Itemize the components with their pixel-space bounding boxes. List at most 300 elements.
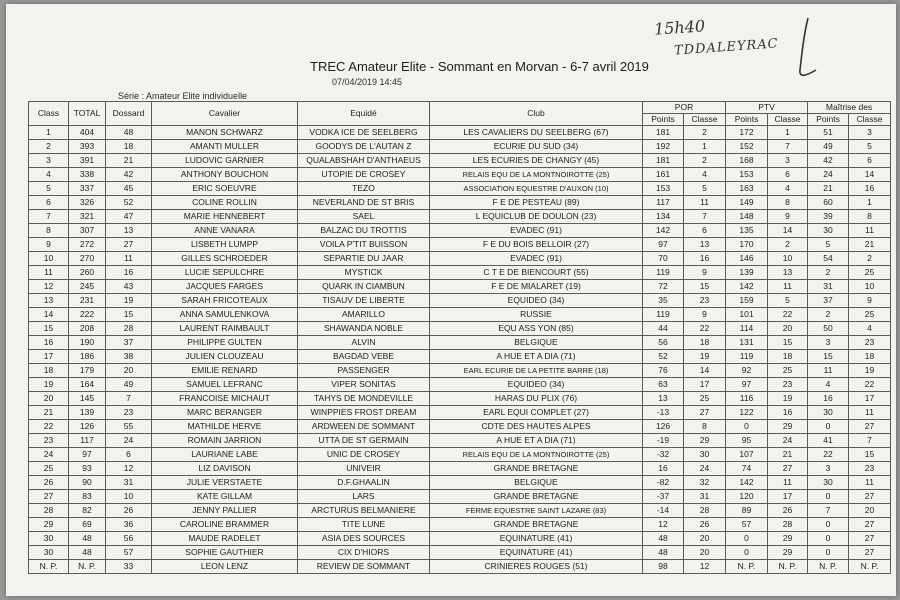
cell-por-points: 192 — [643, 140, 684, 154]
cell-ptv-classe: 16 — [768, 406, 808, 420]
cell-equide: VODKA ICE DE SEELBERG — [298, 126, 430, 140]
cell-class: 10 — [29, 252, 69, 266]
cell-equide: UNIC DE CROSEY — [298, 448, 430, 462]
cell-por-classe: 12 — [684, 560, 726, 574]
cell-dossard: 43 — [106, 280, 152, 294]
cell-maitrise-classe: 14 — [849, 168, 891, 182]
cell-ptv-classe: 19 — [768, 392, 808, 406]
document-timestamp: 07/04/2019 14:45 — [332, 77, 403, 87]
cell-maitrise-points: 30 — [808, 476, 849, 490]
cell-dossard: 11 — [106, 252, 152, 266]
cell-maitrise-points: 4 — [808, 378, 849, 392]
cell-maitrise-classe: 8 — [849, 210, 891, 224]
table-row — [29, 476, 891, 490]
cell-club: EARL ECURIE DE LA PETITE BARRE (18) — [430, 364, 643, 378]
cell-equide: ARDWEEN DE SOMMANT — [298, 420, 430, 434]
cell-ptv-classe: 11 — [768, 476, 808, 490]
table-row — [29, 546, 891, 560]
cell-club: EVADEC (91) — [430, 224, 643, 238]
cell-ptv-points: 163 — [726, 182, 768, 196]
cell-ptv-classe: 7 — [768, 140, 808, 154]
cell-ptv-classe: 21 — [768, 448, 808, 462]
cell-club: CRINIERES ROUGES (51) — [430, 560, 643, 574]
cell-maitrise-points: 42 — [808, 154, 849, 168]
cell-por-classe: 13 — [684, 238, 726, 252]
cell-ptv-classe: 6 — [768, 168, 808, 182]
cell-dossard: 21 — [106, 154, 152, 168]
cell-class: 5 — [29, 182, 69, 196]
cell-class: 22 — [29, 420, 69, 434]
cell-ptv-classe: 18 — [768, 350, 808, 364]
cell-maitrise-classe: 27 — [849, 490, 891, 504]
cell-maitrise-classe: 11 — [849, 224, 891, 238]
table-row — [29, 336, 891, 350]
cell-maitrise-classe: 20 — [849, 504, 891, 518]
cell-ptv-classe: 29 — [768, 546, 808, 560]
table-row — [29, 294, 891, 308]
results-body — [29, 126, 891, 574]
cell-maitrise-points: 60 — [808, 196, 849, 210]
cell-cavalier: LISBETH LUMPP — [152, 238, 298, 252]
cell-cavalier: FRANCOISE MICHAUT — [152, 392, 298, 406]
cell-maitrise-points: 50 — [808, 322, 849, 336]
cell-cavalier: ROMAIN JARRION — [152, 434, 298, 448]
cell-ptv-points: 114 — [726, 322, 768, 336]
cell-equide: WINPPIES FROST DREAM — [298, 406, 430, 420]
table-row — [29, 154, 891, 168]
cell-club: EVADEC (91) — [430, 252, 643, 266]
cell-equide: REVIEW DE SOMMANT — [298, 560, 430, 574]
cell-equide: MYSTICK — [298, 266, 430, 280]
cell-class: 17 — [29, 350, 69, 364]
cell-dossard: 18 — [106, 140, 152, 154]
cell-class: 2 — [29, 140, 69, 154]
table-row — [29, 462, 891, 476]
cell-maitrise-points: 22 — [808, 448, 849, 462]
cell-dossard: 45 — [106, 182, 152, 196]
cell-club: EQUINATURE (41) — [430, 532, 643, 546]
cell-dossard: 55 — [106, 420, 152, 434]
cell-equide: ALVIN — [298, 336, 430, 350]
cell-club: F E DU BOIS BELLOIR (27) — [430, 238, 643, 252]
cell-ptv-points: 116 — [726, 392, 768, 406]
table-row — [29, 378, 891, 392]
cell-maitrise-points: 3 — [808, 462, 849, 476]
cell-total: 245 — [69, 280, 106, 294]
cell-total: 97 — [69, 448, 106, 462]
cell-dossard: 26 — [106, 504, 152, 518]
table-row — [29, 266, 891, 280]
cell-por-classe: 31 — [684, 490, 726, 504]
cell-maitrise-classe: 1 — [849, 196, 891, 210]
cell-por-points: 76 — [643, 364, 684, 378]
cell-ptv-classe: 29 — [768, 532, 808, 546]
cell-por-classe: 6 — [684, 224, 726, 238]
cell-dossard: 27 — [106, 238, 152, 252]
cell-por-classe: 22 — [684, 322, 726, 336]
cell-total: 126 — [69, 420, 106, 434]
cell-dossard: 49 — [106, 378, 152, 392]
cell-dossard: 10 — [106, 490, 152, 504]
cell-class: 9 — [29, 238, 69, 252]
table-row — [29, 168, 891, 182]
cell-class: 1 — [29, 126, 69, 140]
cell-class: N. P. — [29, 560, 69, 574]
cell-dossard: 57 — [106, 546, 152, 560]
header-club: Club — [430, 102, 643, 126]
cell-maitrise-classe: 6 — [849, 154, 891, 168]
cell-total: 145 — [69, 392, 106, 406]
cell-total: 164 — [69, 378, 106, 392]
cell-maitrise-points: 49 — [808, 140, 849, 154]
cell-por-classe: 20 — [684, 546, 726, 560]
cell-maitrise-points: 41 — [808, 434, 849, 448]
cell-maitrise-points: 30 — [808, 406, 849, 420]
cell-maitrise-points: 2 — [808, 266, 849, 280]
cell-por-points: -37 — [643, 490, 684, 504]
cell-por-points: 119 — [643, 266, 684, 280]
cell-equide: TEZO — [298, 182, 430, 196]
cell-por-classe: 17 — [684, 378, 726, 392]
result-sheet — [6, 4, 896, 596]
cell-equide: TAHYS DE MONDEVILLE — [298, 392, 430, 406]
header-ptv-points: Points — [726, 114, 768, 126]
cell-maitrise-points: 0 — [808, 532, 849, 546]
cell-equide: BALZAC DU TROTTIS — [298, 224, 430, 238]
cell-club: BELGIQUE — [430, 336, 643, 350]
header-total: TOTAL — [69, 102, 106, 126]
header-class: Class — [29, 102, 69, 126]
cell-class: 24 — [29, 448, 69, 462]
cell-ptv-classe: 27 — [768, 462, 808, 476]
cell-class: 19 — [29, 378, 69, 392]
cell-por-points: 16 — [643, 462, 684, 476]
cell-equide: VOILA P'TIT BUISSON — [298, 238, 430, 252]
table-row — [29, 518, 891, 532]
cell-por-points: 48 — [643, 532, 684, 546]
cell-ptv-classe: 23 — [768, 378, 808, 392]
cell-dossard: 6 — [106, 448, 152, 462]
table-row — [29, 252, 891, 266]
cell-ptv-points: 148 — [726, 210, 768, 224]
cell-ptv-points: 153 — [726, 168, 768, 182]
cell-club: RELAIS EQU DE LA MONTNOIROTTE (25) — [430, 168, 643, 182]
cell-por-classe: 27 — [684, 406, 726, 420]
handwritten-time: 15h40 — [653, 16, 706, 39]
cell-por-points: 13 — [643, 392, 684, 406]
cell-por-classe: 11 — [684, 196, 726, 210]
cell-class: 3 — [29, 154, 69, 168]
header-ptv: PTV — [726, 102, 808, 114]
cell-ptv-classe: 8 — [768, 196, 808, 210]
cell-dossard: 38 — [106, 350, 152, 364]
cell-maitrise-classe: 19 — [849, 364, 891, 378]
handwritten-signature — [786, 12, 826, 92]
cell-por-points: -32 — [643, 448, 684, 462]
cell-por-classe: 9 — [684, 308, 726, 322]
cell-equide: AMARILLO — [298, 308, 430, 322]
cell-equide: D.F.GHAALIN — [298, 476, 430, 490]
cell-por-points: 117 — [643, 196, 684, 210]
cell-cavalier: COLINE ROLLIN — [152, 196, 298, 210]
cell-por-points: -14 — [643, 504, 684, 518]
cell-class: 16 — [29, 336, 69, 350]
cell-ptv-points: 170 — [726, 238, 768, 252]
cell-total: 90 — [69, 476, 106, 490]
cell-cavalier: AMANTI MULLER — [152, 140, 298, 154]
cell-maitrise-classe: 23 — [849, 462, 891, 476]
header-equide: Equidé — [298, 102, 430, 126]
cell-por-points: -19 — [643, 434, 684, 448]
cell-maitrise-classe: 27 — [849, 546, 891, 560]
table-row — [29, 490, 891, 504]
cell-ptv-points: 101 — [726, 308, 768, 322]
cell-ptv-classe: 14 — [768, 224, 808, 238]
cell-ptv-classe: 10 — [768, 252, 808, 266]
cell-ptv-classe: 3 — [768, 154, 808, 168]
cell-equide: TITE LUNE — [298, 518, 430, 532]
cell-por-points: 134 — [643, 210, 684, 224]
cell-dossard: 24 — [106, 434, 152, 448]
cell-maitrise-classe: 25 — [849, 308, 891, 322]
cell-dossard: 23 — [106, 406, 152, 420]
cell-por-classe: 4 — [684, 168, 726, 182]
cell-class: 11 — [29, 266, 69, 280]
cell-ptv-points: 172 — [726, 126, 768, 140]
cell-dossard: 20 — [106, 364, 152, 378]
cell-cavalier: JACQUES FARGES — [152, 280, 298, 294]
cell-equide: GOODYS DE L'AUTAN Z — [298, 140, 430, 154]
cell-por-points: 97 — [643, 238, 684, 252]
document-title: TREC Amateur Elite - Sommant en Morvan - 6-7 avril 2019 — [310, 59, 649, 74]
cell-por-classe: 28 — [684, 504, 726, 518]
cell-cavalier: LUDOVIC GARNIER — [152, 154, 298, 168]
table-row — [29, 322, 891, 336]
table-row — [29, 406, 891, 420]
cell-por-points: 12 — [643, 518, 684, 532]
cell-maitrise-points: 31 — [808, 280, 849, 294]
cell-maitrise-points: 3 — [808, 336, 849, 350]
cell-total: 186 — [69, 350, 106, 364]
cell-club: LES ECURIES DE CHANGY (45) — [430, 154, 643, 168]
cell-class: 26 — [29, 476, 69, 490]
cell-ptv-points: 122 — [726, 406, 768, 420]
cell-maitrise-classe: 27 — [849, 532, 891, 546]
cell-class: 6 — [29, 196, 69, 210]
header-maitrise: Maîtrise des — [808, 102, 891, 114]
cell-maitrise-classe: 21 — [849, 238, 891, 252]
cell-ptv-points: 0 — [726, 532, 768, 546]
cell-ptv-points: 97 — [726, 378, 768, 392]
cell-class: 4 — [29, 168, 69, 182]
cell-cavalier: JULIEN CLOUZEAU — [152, 350, 298, 364]
cell-dossard: 12 — [106, 462, 152, 476]
cell-dossard: 47 — [106, 210, 152, 224]
cell-por-classe: 2 — [684, 154, 726, 168]
cell-ptv-points: N. P. — [726, 560, 768, 574]
cell-class: 20 — [29, 392, 69, 406]
cell-total: 69 — [69, 518, 106, 532]
cell-maitrise-classe: 16 — [849, 182, 891, 196]
cell-ptv-points: 142 — [726, 280, 768, 294]
cell-maitrise-points: 0 — [808, 420, 849, 434]
cell-dossard: 37 — [106, 336, 152, 350]
cell-equide: BAGDAD VEBE — [298, 350, 430, 364]
cell-maitrise-classe: 17 — [849, 392, 891, 406]
cell-equide: VIPER SONITAS — [298, 378, 430, 392]
cell-ptv-classe: 11 — [768, 280, 808, 294]
header-cavalier: Cavalier — [152, 102, 298, 126]
cell-por-points: 161 — [643, 168, 684, 182]
cell-club: EARL EQUI COMPLET (27) — [430, 406, 643, 420]
serie-label: Série : Amateur Elite individuelle — [118, 91, 248, 101]
cell-por-points: 70 — [643, 252, 684, 266]
header-maitrise-classe: Classe — [849, 114, 891, 126]
cell-ptv-points: 168 — [726, 154, 768, 168]
cell-total: 48 — [69, 546, 106, 560]
cell-ptv-classe: N. P. — [768, 560, 808, 574]
cell-cavalier: LUCIE SEPULCHRE — [152, 266, 298, 280]
cell-dossard: 13 — [106, 224, 152, 238]
cell-ptv-points: 152 — [726, 140, 768, 154]
cell-equide: QUARK IN CIAMBUN — [298, 280, 430, 294]
cell-equide: QUALABSHAH D'ANTHAEUS — [298, 154, 430, 168]
cell-por-points: -82 — [643, 476, 684, 490]
cell-class: 7 — [29, 210, 69, 224]
cell-club: A HUE ET A DIA (71) — [430, 434, 643, 448]
table-row — [29, 308, 891, 322]
table-row — [29, 140, 891, 154]
cell-maitrise-classe: 11 — [849, 406, 891, 420]
cell-ptv-classe: 22 — [768, 308, 808, 322]
cell-club: FERME EQUESTRE SAINT LAZARE (83) — [430, 504, 643, 518]
cell-dossard: 48 — [106, 126, 152, 140]
cell-total: 222 — [69, 308, 106, 322]
cell-ptv-classe: 9 — [768, 210, 808, 224]
cell-ptv-classe: 4 — [768, 182, 808, 196]
cell-maitrise-points: N. P. — [808, 560, 849, 574]
cell-maitrise-classe: N. P. — [849, 560, 891, 574]
cell-equide: ARCTURUS BELMANIERE — [298, 504, 430, 518]
cell-por-classe: 29 — [684, 434, 726, 448]
cell-equide: LARS — [298, 490, 430, 504]
cell-class: 21 — [29, 406, 69, 420]
cell-total: 48 — [69, 532, 106, 546]
cell-club: C T E DE BIENCOURT (55) — [430, 266, 643, 280]
cell-maitrise-classe: 4 — [849, 322, 891, 336]
header-ptv-classe: Classe — [768, 114, 808, 126]
cell-club: EQUIDEO (34) — [430, 294, 643, 308]
cell-por-classe: 9 — [684, 266, 726, 280]
cell-ptv-points: 107 — [726, 448, 768, 462]
cell-cavalier: PHILIPPE GULTEN — [152, 336, 298, 350]
cell-ptv-points: 0 — [726, 420, 768, 434]
cell-club: RELAIS EQU DE LA MONTNOIROTTE (25) — [430, 448, 643, 462]
header-por-points: Points — [643, 114, 684, 126]
cell-por-classe: 18 — [684, 336, 726, 350]
cell-maitrise-points: 0 — [808, 546, 849, 560]
cell-maitrise-points: 24 — [808, 168, 849, 182]
cell-ptv-points: 95 — [726, 434, 768, 448]
cell-dossard: 52 — [106, 196, 152, 210]
cell-cavalier: GILLES SCHROEDER — [152, 252, 298, 266]
cell-maitrise-points: 15 — [808, 350, 849, 364]
cell-cavalier: EMILIE RENARD — [152, 364, 298, 378]
cell-maitrise-classe: 9 — [849, 294, 891, 308]
cell-por-points: 126 — [643, 420, 684, 434]
cell-equide: NEVERLAND DE ST BRIS — [298, 196, 430, 210]
cell-ptv-classe: 15 — [768, 336, 808, 350]
cell-cavalier: MATHILDE HERVE — [152, 420, 298, 434]
cell-maitrise-classe: 10 — [849, 280, 891, 294]
cell-cavalier: MARC BERANGER — [152, 406, 298, 420]
cell-class: 30 — [29, 546, 69, 560]
table-row — [29, 448, 891, 462]
cell-class: 28 — [29, 504, 69, 518]
cell-club: ASSOCIATION EQUESTRE D'AUXON (10) — [430, 182, 643, 196]
handwritten-note: TDDALEYRAC — [673, 36, 780, 59]
cell-maitrise-classe: 5 — [849, 140, 891, 154]
cell-class: 23 — [29, 434, 69, 448]
cell-por-classe: 23 — [684, 294, 726, 308]
cell-class: 18 — [29, 364, 69, 378]
cell-total: 321 — [69, 210, 106, 224]
cell-cavalier: LAURENT RAIMBAULT — [152, 322, 298, 336]
cell-club: L EQUICLUB DE DOULON (23) — [430, 210, 643, 224]
cell-maitrise-points: 16 — [808, 392, 849, 406]
cell-ptv-classe: 17 — [768, 490, 808, 504]
cell-class: 14 — [29, 308, 69, 322]
cell-club: GRANDE BRETAGNE — [430, 462, 643, 476]
table-row — [29, 196, 891, 210]
cell-ptv-points: 92 — [726, 364, 768, 378]
cell-por-classe: 7 — [684, 210, 726, 224]
cell-maitrise-points: 30 — [808, 224, 849, 238]
cell-club: F E DE MIALARET (19) — [430, 280, 643, 294]
cell-dossard: 28 — [106, 322, 152, 336]
cell-maitrise-classe: 2 — [849, 252, 891, 266]
cell-maitrise-points: 7 — [808, 504, 849, 518]
cell-dossard: 56 — [106, 532, 152, 546]
cell-maitrise-classe: 23 — [849, 336, 891, 350]
cell-club: ECURIE DU SUD (34) — [430, 140, 643, 154]
cell-ptv-points: 139 — [726, 266, 768, 280]
cell-total: 338 — [69, 168, 106, 182]
cell-ptv-classe: 28 — [768, 518, 808, 532]
cell-total: 117 — [69, 434, 106, 448]
cell-class: 12 — [29, 280, 69, 294]
cell-por-classe: 20 — [684, 532, 726, 546]
cell-dossard: 15 — [106, 308, 152, 322]
cell-total: 208 — [69, 322, 106, 336]
table-row — [29, 420, 891, 434]
cell-total: 260 — [69, 266, 106, 280]
cell-maitrise-classe: 27 — [849, 518, 891, 532]
cell-club: CDTE DES HAUTES ALPES — [430, 420, 643, 434]
cell-total: 272 — [69, 238, 106, 252]
cell-cavalier: SAMUEL LEFRANC — [152, 378, 298, 392]
cell-ptv-points: 120 — [726, 490, 768, 504]
cell-total: 326 — [69, 196, 106, 210]
cell-maitrise-points: 5 — [808, 238, 849, 252]
cell-cavalier: ANNA SAMULENKOVA — [152, 308, 298, 322]
cell-por-points: 35 — [643, 294, 684, 308]
cell-class: 13 — [29, 294, 69, 308]
cell-class: 25 — [29, 462, 69, 476]
cell-por-points: 63 — [643, 378, 684, 392]
cell-por-classe: 30 — [684, 448, 726, 462]
cell-dossard: 19 — [106, 294, 152, 308]
